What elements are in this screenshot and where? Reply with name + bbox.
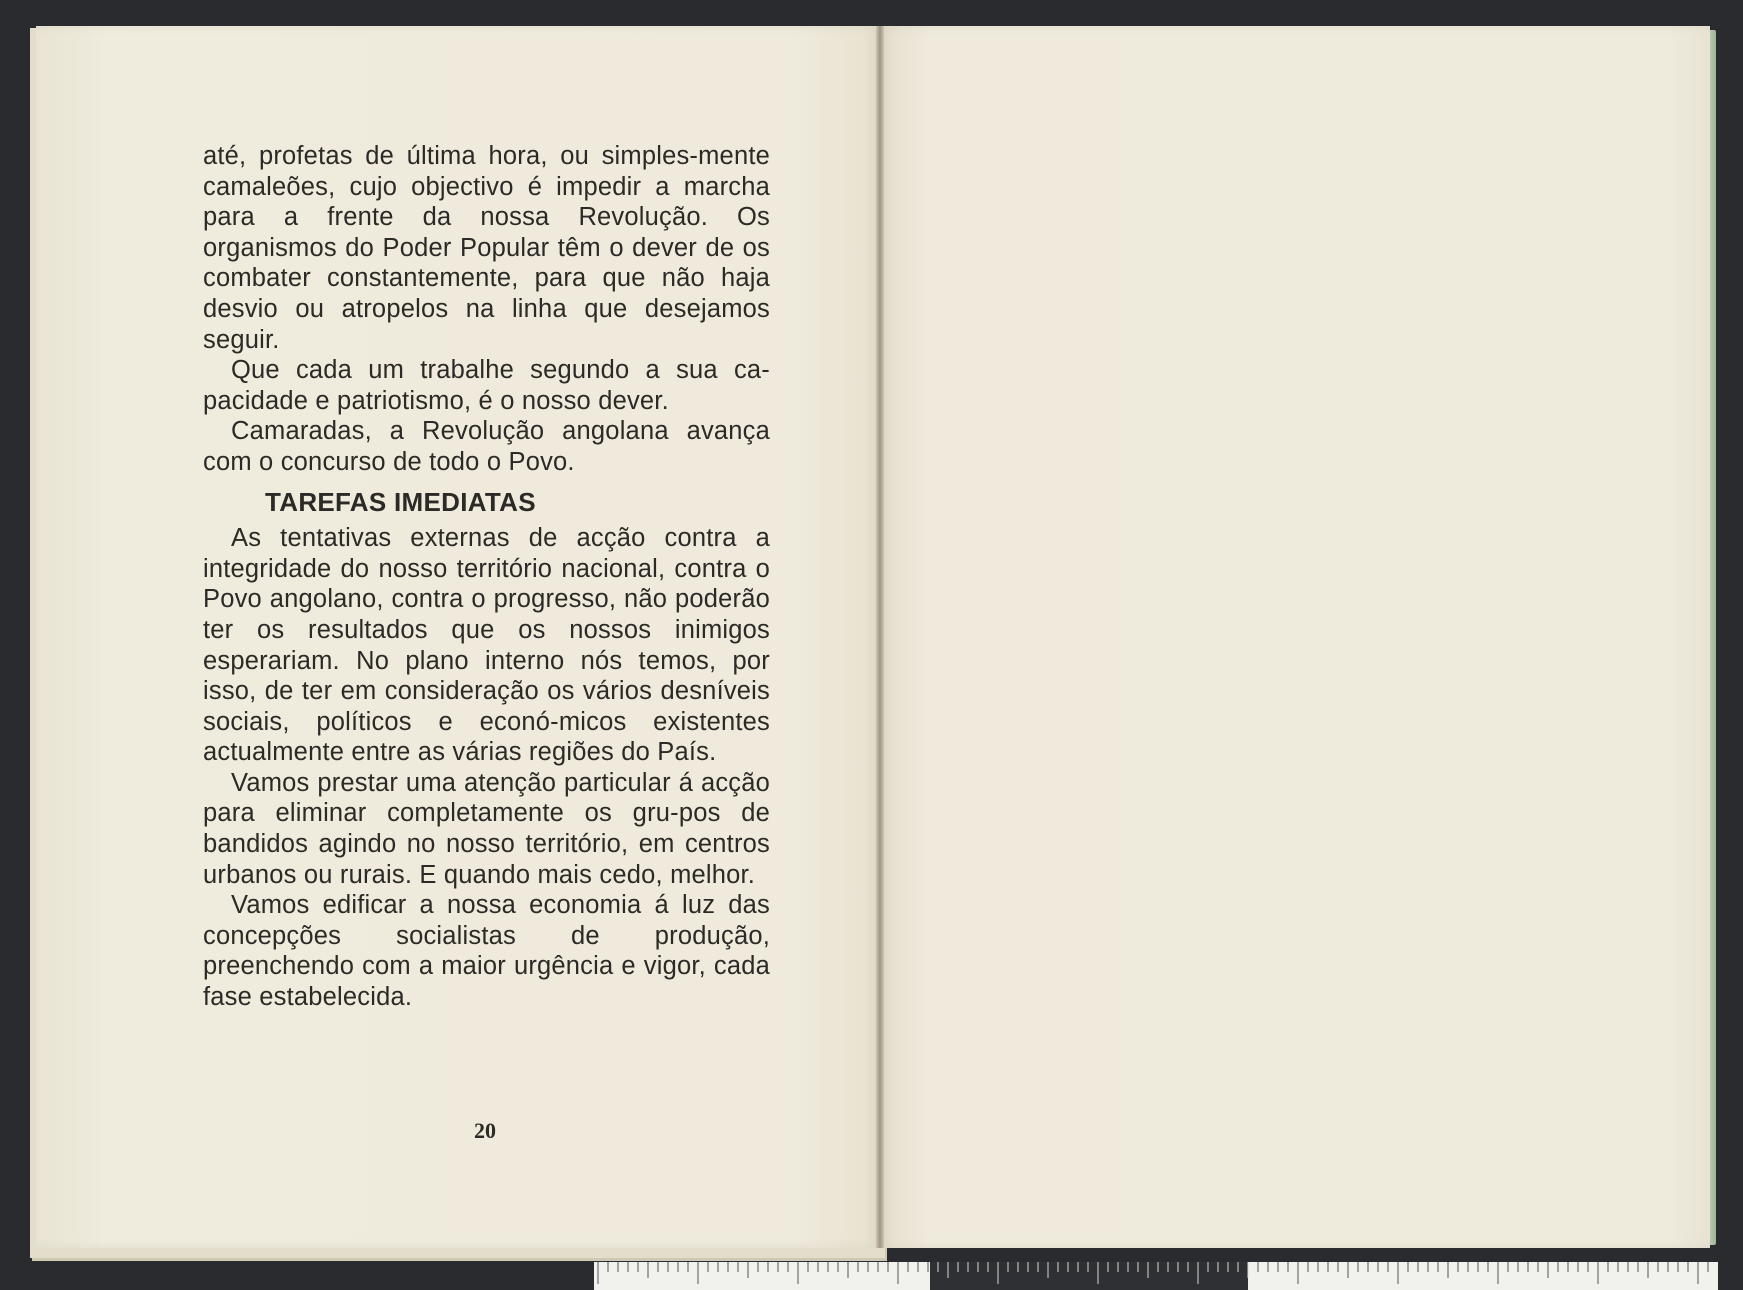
paragraph: Que cada um trabalhe segundo a sua ca-pacidade e patriotismo, é o nosso dever. <box>203 356 770 415</box>
paragraph: Vamos prestar uma atenção particular á acção para eliminar completamente os gru-pos de bandidos agindo no nosso território, em centros urbanos ou rurais. E quando mais cedo, melhor. <box>203 768 770 889</box>
paragraph: Vamos edificar a nossa economia á luz das concepções socialistas de produção, preenchendo com a maior urgência e vigor, cada fase estabelecida. <box>203 891 770 1012</box>
page-number: 20 <box>474 1118 496 1143</box>
paragraph: Camaradas, a Revolução angolana avança com o concurso de todo o Povo. <box>203 417 770 476</box>
paragraph: As tentativas externas de acção contra a integridade do nosso território nacional, contra o Povo angolano, contra o progresso, não poderão ter os resultados que os nossos inimigos esperariam. No plano interno nós temos, por isso, de ter em consideração os vários desníveis sociais, políticos e econó-micos existentes actualmente entre as várias regiões do País. <box>203 524 770 767</box>
ruler-ticks <box>594 1262 1718 1290</box>
right-page-blank <box>880 26 1710 1248</box>
book-gutter <box>876 26 884 1248</box>
section-heading: TAREFAS IMEDIATAS <box>265 486 536 517</box>
left-page-text <box>203 141 770 1013</box>
scale-ruler <box>594 1262 1718 1290</box>
paragraph: até, profetas de última hora, ou simples-mente camaleões, cujo objectivo é impedir a marcha para a frente da nossa Revolução. Os organismos do Poder Popular têm o dever de os combater constantemente, para que não haja desvio ou atropelos na linha que desejamos seguir. <box>203 142 770 354</box>
